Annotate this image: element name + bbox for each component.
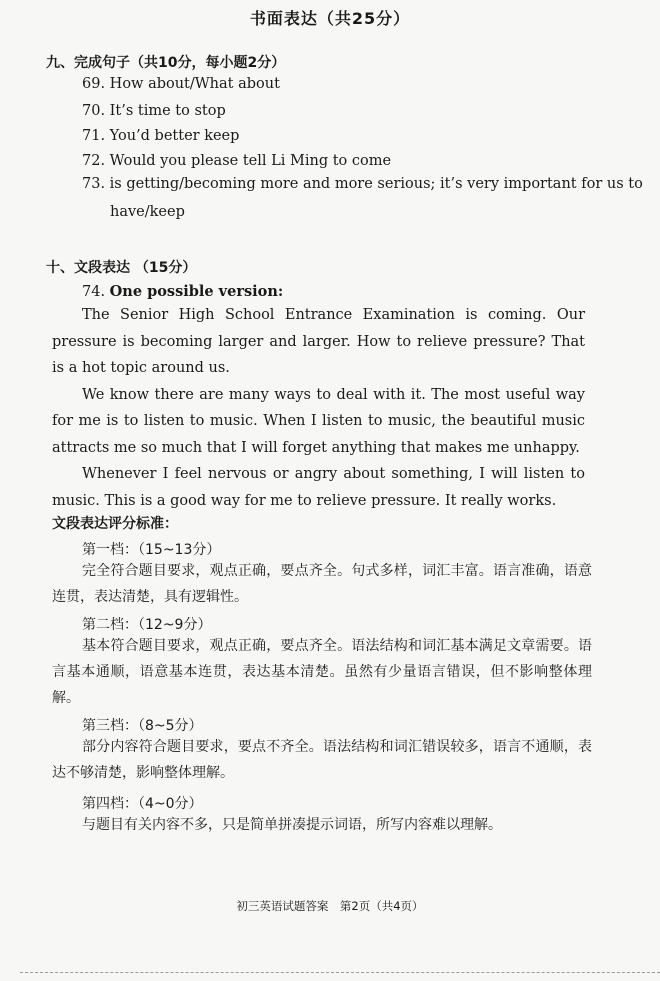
criteria-level-3-desc: 部分内容符合题目要求，要点不齐全。语法结构和词汇错误较多，语言不通顺，表达不够清楚，影响整体理解。: [52, 739, 592, 781]
essay-paragraph-3: Whenever I feel nervous or angry about something, I will listen to music. This is a good way for me to relieve pressure. It really works.: [52, 466, 585, 509]
criteria-level-2-label: 第二档：（12~9分）: [82, 617, 212, 633]
essay-paragraph-2: We know there are many ways to deal with it. The most useful way for me is to listen to music. When I listen to music, the beautiful music attracts me so much that I will forget anything that makes me unhappy.: [52, 386, 585, 456]
answer-70: 70. It’s time to stop: [82, 103, 226, 119]
criteria-level-3-label: 第三档：（8~5分）: [82, 718, 203, 734]
criteria-level-2-desc: 基本符合题目要求，观点正确，要点齐全。语法结构和词汇基本满足文章需要。语言基本通顺，语意基本连贯，表达基本清楚。虽然有少量语言错误，但不影响整体理解。: [52, 638, 592, 706]
essay-label: [82, 283, 283, 300]
criteria-level-1-desc: 完全符合题目要求，观点正确，要点齐全。句式多样，词汇丰富。语言准确，语意连贯，表达清楚，具有逻辑性。: [52, 563, 592, 605]
answer-69: 69. How about/What about: [82, 76, 280, 92]
essay-paragraph-1: The Senior High School Entrance Examination is coming. Our pressure is becoming larger and larger. How to relieve pressure? That is a hot topic around us.: [52, 307, 585, 376]
page-title: 书面表达（共25分）: [249, 9, 411, 28]
answer-71: 71. You’d better keep: [82, 128, 240, 144]
essay-body: [52, 302, 585, 514]
essay-number: 74.: [82, 284, 106, 300]
section-9-heading: 九、完成句子（共10分，每小题2分）: [46, 55, 286, 71]
page-footer: 初三英语试题答案 第2页（共4页）: [236, 899, 424, 913]
essay-version-label: One possible version:: [109, 283, 284, 300]
answer-72: 72. Would you please tell Li Ming to come: [82, 153, 392, 169]
criteria-level-4-label: 第四档：（4~0分）: [82, 796, 203, 812]
answer-73: 73. is getting/becoming more and more serious; it’s very important for us to: [82, 176, 643, 192]
answer-73-continuation: have/keep: [110, 204, 185, 220]
criteria-level-1-label: 第一档：（15~13分）: [82, 542, 221, 558]
section-10-heading: 十、文段表达 （15分）: [46, 260, 197, 276]
criteria-level-4-desc: 与题目有关内容不多，只是简单拼凑提示词语，所写内容难以理解。: [82, 817, 502, 833]
criteria-heading: 文段表达评分标准：: [52, 516, 178, 532]
bottom-divider: [20, 972, 660, 973]
